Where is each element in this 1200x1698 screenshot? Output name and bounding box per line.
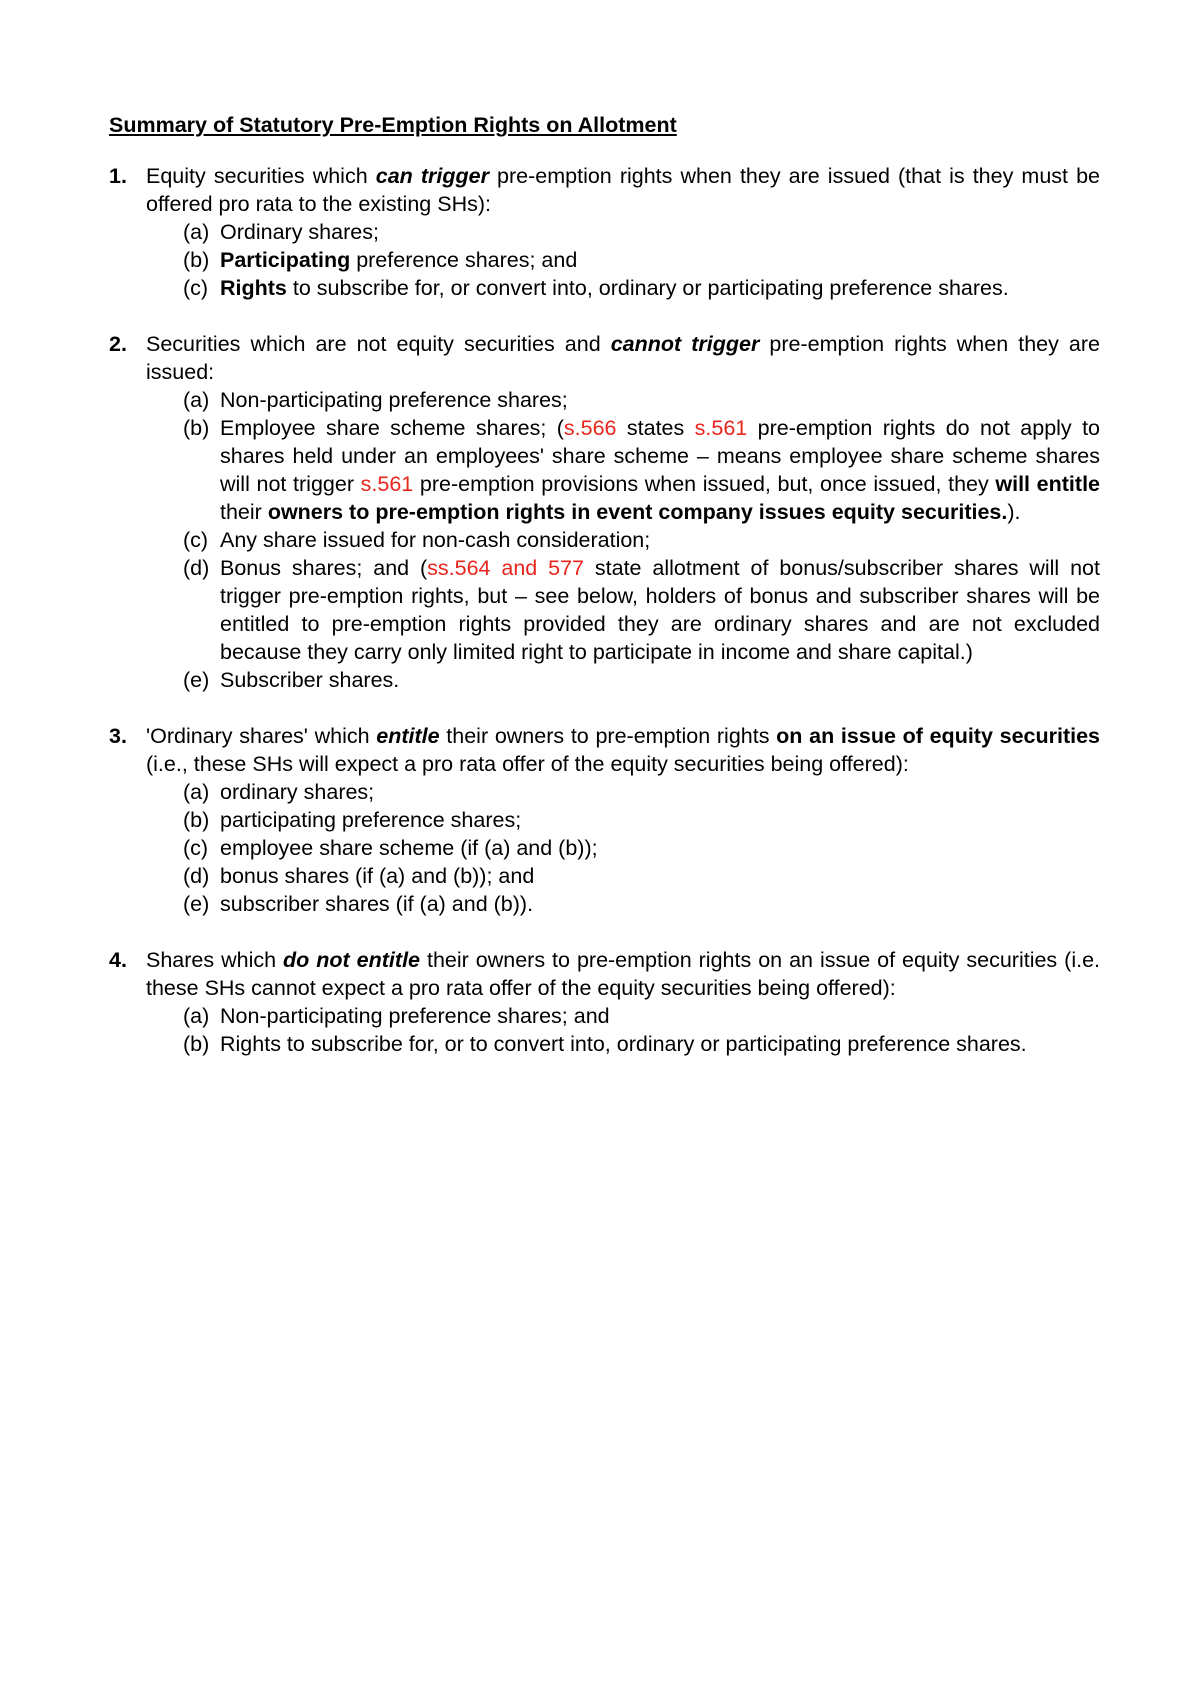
list-item bbox=[146, 246, 1100, 274]
intro-text: Shares which bbox=[146, 948, 284, 972]
intro-text: (i.e., these SHs will expect a pro rata offer of the equity securities being offered): bbox=[146, 752, 909, 776]
item-label: (a) bbox=[183, 220, 210, 244]
document-title: Summary of Statutory Pre-Emption Rights on Allotment bbox=[109, 113, 677, 137]
list-item bbox=[146, 414, 1100, 526]
list-item bbox=[146, 666, 1100, 694]
section-number: 4. bbox=[109, 948, 127, 972]
item-label: (c) bbox=[183, 528, 209, 552]
intro-emphasis: do not entitle bbox=[283, 948, 420, 972]
item-text: ). bbox=[1007, 500, 1021, 524]
statute-reference: s.561 bbox=[360, 472, 414, 496]
intro-bold: on an issue of equity securities bbox=[776, 724, 1101, 748]
item-text: Any share issued for non-cash consideration; bbox=[220, 528, 651, 552]
section-3 bbox=[109, 722, 1100, 918]
item-label: (b) bbox=[183, 416, 210, 440]
item-label: (e) bbox=[183, 892, 210, 916]
item-text: Ordinary shares; bbox=[220, 220, 379, 244]
list-item bbox=[146, 834, 1100, 862]
list-item bbox=[146, 526, 1100, 554]
section-4 bbox=[109, 946, 1100, 1058]
list-item bbox=[146, 554, 1100, 666]
item-label: (a) bbox=[183, 780, 210, 804]
item-text: bonus shares (if (a) and (b)); and bbox=[220, 864, 535, 888]
intro-emphasis: entitle bbox=[376, 724, 440, 748]
item-bold: will entitle bbox=[995, 472, 1100, 496]
list-item bbox=[146, 386, 1100, 414]
intro-emphasis: cannot trigger bbox=[610, 332, 760, 356]
item-text: states bbox=[616, 416, 695, 440]
intro-text: their owners to pre-emption rights bbox=[439, 724, 777, 748]
item-label: (b) bbox=[183, 808, 210, 832]
section-number: 2. bbox=[109, 332, 127, 356]
statute-reference: s.566 bbox=[563, 416, 617, 440]
item-label: (a) bbox=[183, 388, 210, 412]
item-text: pre-emption rights do not apply to shares held under an employees' share scheme – means employee share scheme shares will not trigger bbox=[220, 416, 1100, 496]
section-intro bbox=[146, 722, 1100, 778]
list-item bbox=[146, 890, 1100, 918]
section-intro bbox=[146, 162, 1100, 218]
sub-list bbox=[146, 1002, 1100, 1058]
list-item bbox=[146, 1002, 1100, 1030]
section-2 bbox=[109, 330, 1100, 694]
section-1 bbox=[109, 162, 1100, 302]
item-label: (b) bbox=[183, 248, 210, 272]
intro-text: 'Ordinary shares' which bbox=[146, 724, 377, 748]
item-label: (c) bbox=[183, 836, 209, 860]
item-label: (d) bbox=[183, 556, 210, 580]
section-number: 1. bbox=[109, 164, 127, 188]
statute-reference: ss.564 and 577 bbox=[427, 556, 585, 580]
item-label: (e) bbox=[183, 668, 210, 692]
item-text: preference shares; and bbox=[350, 248, 578, 272]
sub-list bbox=[146, 778, 1100, 918]
section-intro bbox=[146, 946, 1100, 1002]
item-text: to subscribe for, or convert into, ordinary or participating preference shares. bbox=[286, 276, 1009, 300]
item-text: Non-participating preference shares; bbox=[220, 388, 568, 412]
item-label: (d) bbox=[183, 864, 210, 888]
list-item bbox=[146, 1030, 1100, 1058]
sub-list bbox=[146, 386, 1100, 694]
intro-text: Securities which are not equity securities and bbox=[146, 332, 611, 356]
intro-emphasis: can trigger bbox=[375, 164, 489, 188]
item-label: (a) bbox=[183, 1004, 210, 1028]
statute-reference: s.561 bbox=[694, 416, 748, 440]
intro-text: pre-emption rights when they are issued (that is they must be offered pro rata to the existing SHs): bbox=[146, 164, 1100, 216]
section-intro bbox=[146, 330, 1100, 386]
intro-text: their owners to pre-emption rights on an issue of equity securities (i.e. these SHs cannot expect a pro rata offer of the equity securities being offered): bbox=[146, 948, 1100, 1000]
item-text: subscriber shares (if (a) and (b)). bbox=[220, 892, 534, 916]
item-text: Non-participating preference shares; and bbox=[220, 1004, 610, 1028]
list-item bbox=[146, 218, 1100, 246]
list-item bbox=[146, 862, 1100, 890]
item-label: (b) bbox=[183, 1032, 210, 1056]
list-item bbox=[146, 778, 1100, 806]
item-text: Employee share scheme shares; ( bbox=[220, 416, 564, 440]
list-item bbox=[146, 806, 1100, 834]
item-text: Bonus shares; and ( bbox=[220, 556, 428, 580]
item-label: (c) bbox=[183, 276, 209, 300]
item-text: Subscriber shares. bbox=[220, 668, 400, 692]
item-bold: owners to pre-emption rights in event company issues equity securities. bbox=[267, 500, 1008, 524]
item-text: pre-emption provisions when issued, but, once issued, they bbox=[413, 472, 996, 496]
sub-list bbox=[146, 218, 1100, 302]
item-bold: Rights bbox=[220, 276, 287, 300]
item-text: Rights to subscribe for, or to convert into, ordinary or participating preference shares. bbox=[220, 1032, 1027, 1056]
item-text: ordinary shares; bbox=[220, 780, 375, 804]
item-text: participating preference shares; bbox=[220, 808, 522, 832]
item-text: state allotment of bonus/subscriber shares will not trigger pre-emption rights, but – see below, holders of bonus and subscriber shares will be entitled to pre-emption rights provided they are ordinary shares and are not excluded because they carry only limited right to participate in income and share capital.) bbox=[220, 556, 1100, 664]
intro-text: Equity securities which bbox=[146, 164, 376, 188]
item-text: their bbox=[220, 500, 268, 524]
list-item bbox=[146, 274, 1100, 302]
item-text: employee share scheme (if (a) and (b)); bbox=[220, 836, 598, 860]
item-bold: Participating bbox=[220, 248, 351, 272]
intro-text: pre-emption rights when they are issued: bbox=[146, 332, 1100, 384]
section-number: 3. bbox=[109, 724, 127, 748]
